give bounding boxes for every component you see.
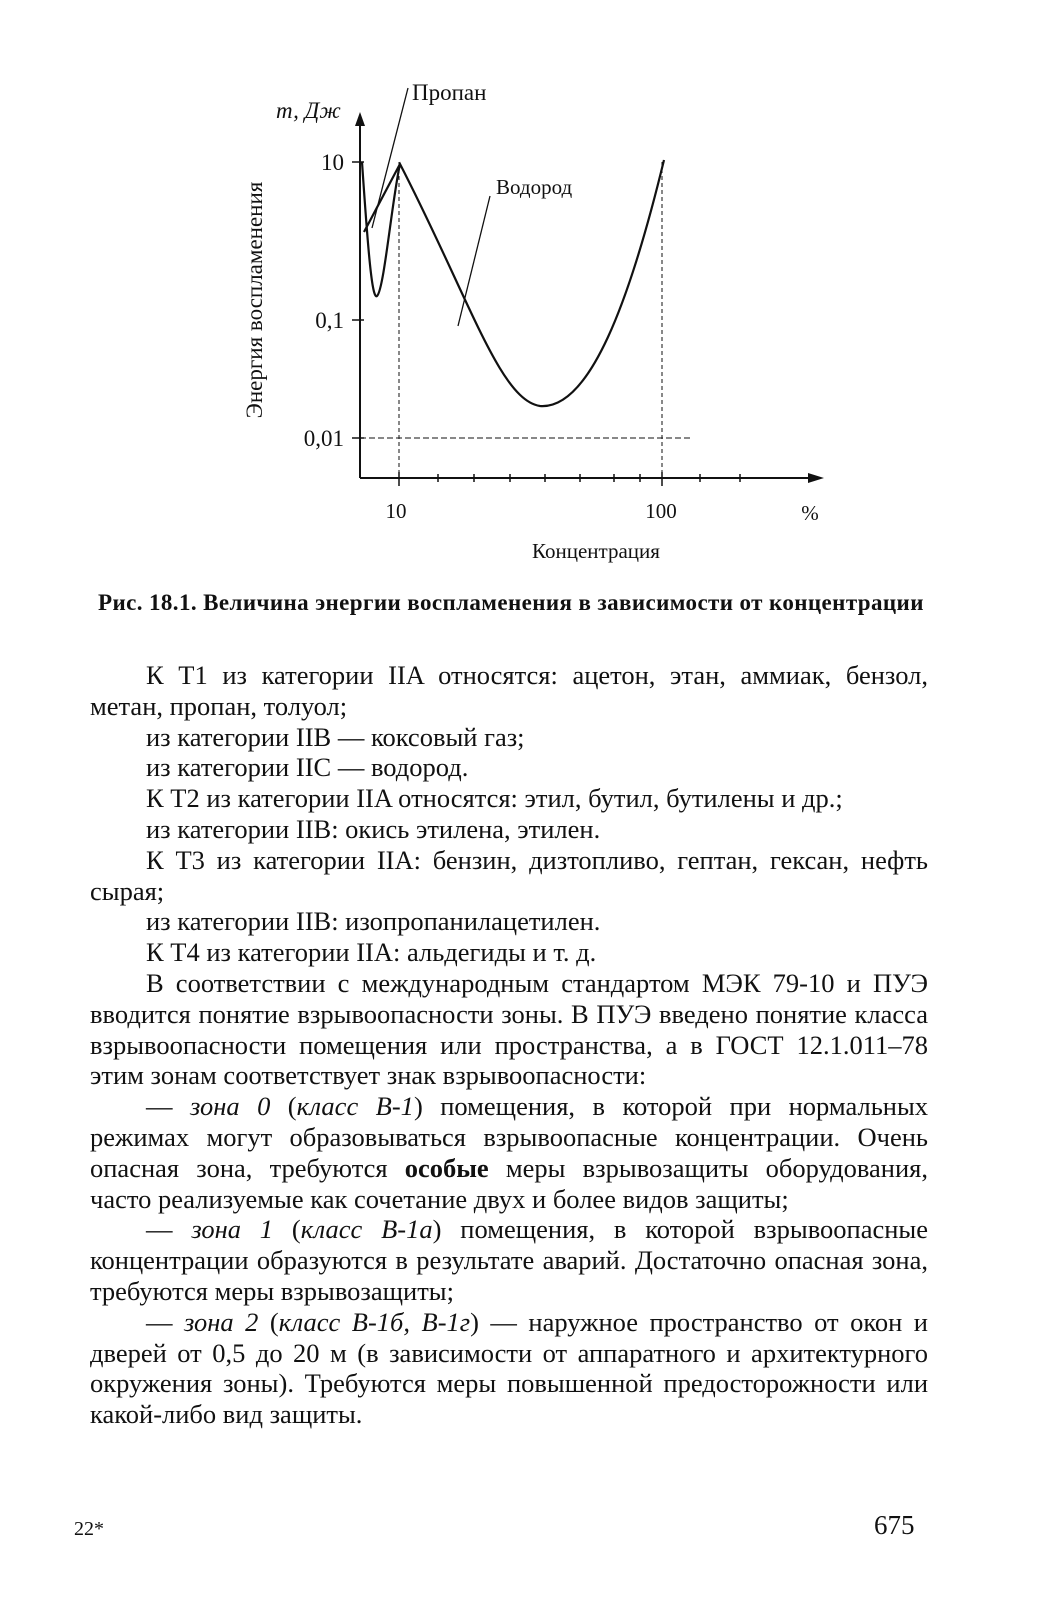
page-number: 675 (874, 1510, 915, 1540)
zone-term: зона 1 (191, 1214, 274, 1245)
dash: — (146, 1306, 184, 1337)
zone-term: зона 0 (189, 1091, 271, 1122)
signature-mark: 22* (74, 1518, 104, 1540)
zone-0-paragraph (90, 1091, 928, 1214)
text-run: ) помещения, в которой взрывоопасные концентрации образуются в результате аварий. Достаточно опасная зона, требуются меры взрывозащиты; (90, 1214, 928, 1306)
text-run: ) — наружное пространство от окон и дверей от 0,5 до 20 м (в зависимости от аппаратного и архитектурного окружения зоны). Требуются меры повышенной предосторожности или какой-либо вид защиты. (90, 1306, 928, 1430)
body-text (90, 660, 928, 1430)
propane-curve (362, 162, 400, 296)
propane-leader (372, 88, 408, 228)
y-tick-label-0-01: 0,01 (303, 426, 344, 451)
paragraph: из категории IIB — коксовый газ; (146, 721, 525, 752)
paragraph: К Т1 из категории IIA относятся: ацетон, этан, аммиак, бензол, метан, пропан, толуол; (90, 660, 928, 721)
x-axis-arrow (808, 473, 824, 483)
paragraph: из категории IIB: изопропанилацетилен. (146, 906, 601, 937)
figure-caption: Рис. 18.1. Величина энергии воспламенения в зависимости от концентрации (98, 590, 924, 615)
paragraph: из категории IIB: окись этилена, этилен. (146, 813, 601, 844)
class-term: класс В-1б, В-1г (278, 1306, 471, 1337)
paragraph: К Т4 из категории IIA: альдегиды и т. д. (146, 937, 597, 968)
y-axis-arrow (355, 112, 365, 126)
paragraph: К Т2 из категории IIA относятся: этил, бутил, бутилены и др.; (146, 783, 843, 814)
paragraph: К Т3 из категории IIA: бензин, дизтопливо, гептан, гексан, нефть сырая; (90, 844, 928, 906)
text-run: меры взрывозащиты оборудования, часто реализуемые как сочетание двух и более видов защиты; (90, 1152, 928, 1214)
class-term: класс В-1 (296, 1091, 414, 1122)
text-run: ) помещения, в которой при нормальных режимах могут образовываться взрывоопасные концентрации. Очень опасная зона, требуются (90, 1091, 929, 1183)
y-tick-label-10: 10 (321, 150, 344, 175)
ignition-energy-figure (0, 0, 1044, 580)
x-tick-label-10: 10 (385, 499, 407, 523)
y-tick-label-0-1: 0,1 (315, 308, 344, 333)
hydrogen-label: Водород (496, 175, 573, 199)
zone-1-paragraph (90, 1214, 928, 1306)
emphasis: особые (404, 1152, 489, 1183)
x-axis-title: Концентрация (532, 539, 660, 563)
paragraph: В соответствии с международным стандартом МЭК 79-10 и ПУЭ вводится понятие взрывоопасности зоны. В ПУЭ введено понятие класса взрывоопасности помещения или пространства, а в ГОСТ 12.1.011–78 этим зонам соответствует знак взрывоопасности: (90, 967, 928, 1091)
hydrogen-leader (458, 196, 490, 326)
y-axis-title: Энергия воспламенения (242, 181, 267, 419)
text-run: ( (258, 1306, 279, 1337)
zone-2-paragraph (90, 1307, 928, 1430)
class-term: класс В-1а (300, 1214, 433, 1245)
text-run: ( (273, 1214, 301, 1245)
x-unit-label: % (801, 501, 819, 525)
dash: — (146, 1214, 192, 1245)
x-tick-label-100: 100 (645, 499, 677, 523)
y-unit-label: т, Дж (276, 98, 341, 123)
zone-term: зона 2 (184, 1306, 259, 1337)
paragraph: из категории IIC — водород. (146, 752, 469, 783)
propane-label: Пропан (412, 80, 487, 105)
dash: — (146, 1091, 190, 1122)
text-run: ( (270, 1091, 297, 1122)
